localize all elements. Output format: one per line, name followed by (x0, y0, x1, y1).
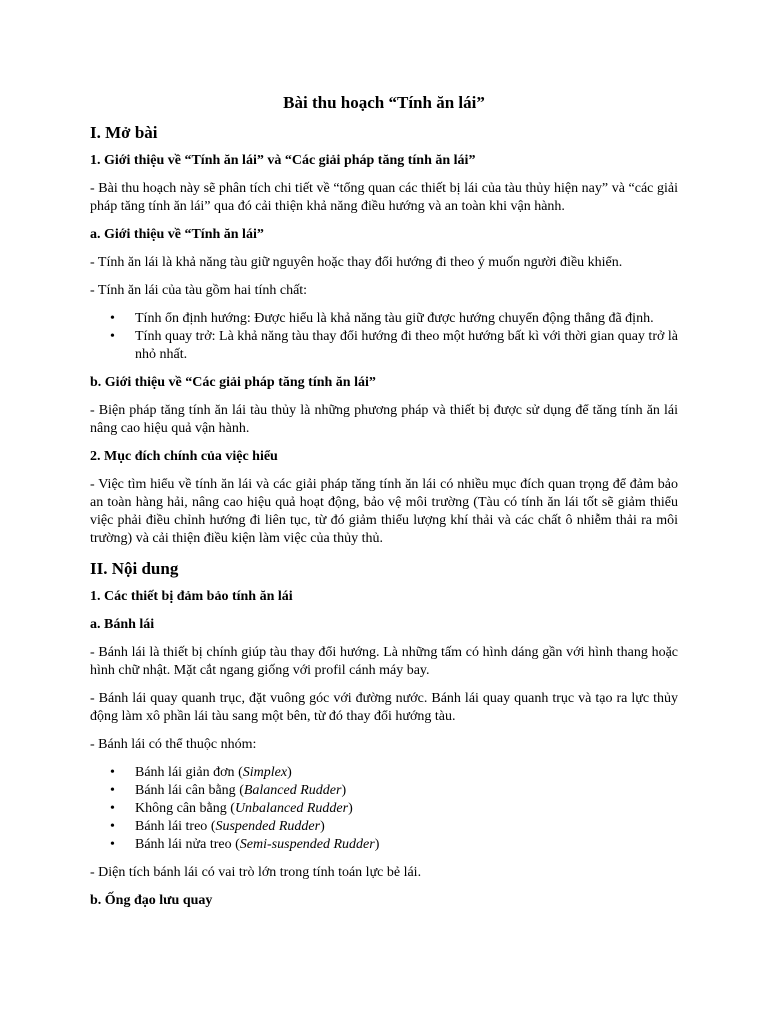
list-item-text: Không cân bằng (135, 801, 231, 816)
bullet-icon: • (110, 311, 115, 326)
list-item-term: Suspended Rudder (215, 819, 321, 834)
list-item-term: Unbalanced Rudder (234, 801, 349, 816)
bullet-icon: • (110, 801, 115, 816)
subheading-intro-b: b. Giới thiệu về “Các giải pháp tăng tính ăn lái” (90, 375, 376, 390)
list-item-term: Balanced Rudder (243, 783, 342, 798)
document-title: Bài thu hoạch “Tính ăn lái” (283, 93, 485, 112)
subheading-content-b: b. Ống đạo lưu quay (90, 893, 213, 908)
list-item-term: Simplex (242, 765, 288, 780)
list-item-text: Bánh lái treo (135, 819, 211, 834)
section-heading-intro: I. Mở bài (90, 123, 158, 142)
list-item-text: Bánh lái giản đơn (135, 765, 239, 780)
list-item-text: Tính quay trở: Là khả năng tàu thay đổi hướng đi theo một hướng bất kì với thời gian quay trở là nhỏ nhất. (135, 329, 678, 362)
subheading-content-a: a. Bánh lái (90, 617, 155, 632)
paragraph-intro-a-1: - Tính ăn lái là khả năng tàu giữ nguyên hoặc thay đổi hướng đi theo ý muốn người điều khiển. (90, 255, 623, 270)
section-heading-content: II. Nội dung (90, 559, 179, 578)
list-item (90, 310, 678, 328)
list-item: • Bánh lái giản đơn (Simplex) (110, 765, 292, 780)
list-item: • Không cân bằng (Unbalanced Rudder) (110, 801, 353, 816)
bullet-icon: • (110, 837, 115, 852)
bullet-icon: • (110, 819, 115, 834)
subheading-intro-2: 2. Mục đích chính của việc hiểu (90, 449, 278, 464)
list-item-text: Tính ổn định hướng: Được hiểu là khả năng tàu giữ được hướng chuyển động thẳng đã định. (135, 311, 654, 326)
document-page (90, 92, 678, 920)
bullet-list-properties (90, 310, 678, 364)
bullet-icon: • (110, 783, 115, 798)
paragraph-intro-2: - Việc tìm hiểu về tính ăn lái và các giải pháp tăng tính ăn lái có nhiều mục đích quan trọng để đảm bảo an toàn hàng hải, nâng cao hiệu quả hoạt động, bảo vệ môi trường (Tàu có tính ăn lái tốt sẽ giảm thiểu việc phải điều chỉnh hướng đi liên tục, từ đó giảm thiểu lượng khí thải và các chất ô nhiễm thải ra môi trường) và cải thiện điều kiện làm việc của thủy thủ. (90, 477, 678, 546)
list-item-text: Bánh lái nửa treo (135, 837, 236, 852)
paragraph-content-a-3: - Bánh lái có thể thuộc nhóm: (90, 737, 257, 752)
subheading-content-1: 1. Các thiết bị đảm bảo tính ăn lái (90, 589, 293, 604)
paragraph-intro-a-2: - Tính ăn lái của tàu gồm hai tính chất: (90, 283, 308, 298)
list-item: • Bánh lái treo (Suspended Rudder) (110, 819, 325, 834)
list-item: • Bánh lái cân bằng (Balanced Rudder) (110, 783, 347, 798)
paragraph-content-a-4: - Diện tích bánh lái có vai trò lớn trong tính toán lực bẻ lái. (90, 865, 422, 880)
bullet-icon: • (110, 765, 115, 780)
list-item-term: Semi-suspended Rudder (239, 837, 375, 852)
list-item-text: Bánh lái cân bằng (135, 783, 240, 798)
subheading-intro-1: 1. Giới thiệu về “Tính ăn lái” và “Các giải pháp tăng tính ăn lái” (90, 153, 476, 168)
bullet-list-rudder-types (90, 764, 678, 854)
bullet-icon: • (110, 329, 115, 344)
list-item: • Bánh lái nửa treo (Semi-suspended Rudder) (110, 837, 380, 852)
paragraph-content-a-2: - Bánh lái quay quanh trục, đặt vuông góc với đường nước. Bánh lái quay quanh trục và tạo ra lực thủy động làm xô phần lái tàu sang một bên, từ đó thay đổi hướng tàu. (90, 691, 678, 724)
subheading-intro-a: a. Giới thiệu về “Tính ăn lái” (90, 227, 264, 242)
paragraph-intro-1: - Bài thu hoạch này sẽ phân tích chi tiết về “tổng quan các thiết bị lái của tàu thủy hiện nay” và “các giải pháp tăng tính ăn lái” qua đó cải thiện khả năng điều hướng và an toàn khi vận hành. (90, 181, 678, 214)
paragraph-intro-b: - Biện pháp tăng tính ăn lái tàu thủy là những phương pháp và thiết bị được sử dụng để tăng tính ăn lái nâng cao hiệu quả vận hành. (90, 403, 678, 436)
list-item (90, 328, 678, 364)
paragraph-content-a-1: - Bánh lái là thiết bị chính giúp tàu thay đổi hướng. Là những tấm có hình dáng gần với hình thang hoặc hình chữ nhật. Mặt cắt ngang giống với profil cánh máy bay. (90, 645, 678, 678)
